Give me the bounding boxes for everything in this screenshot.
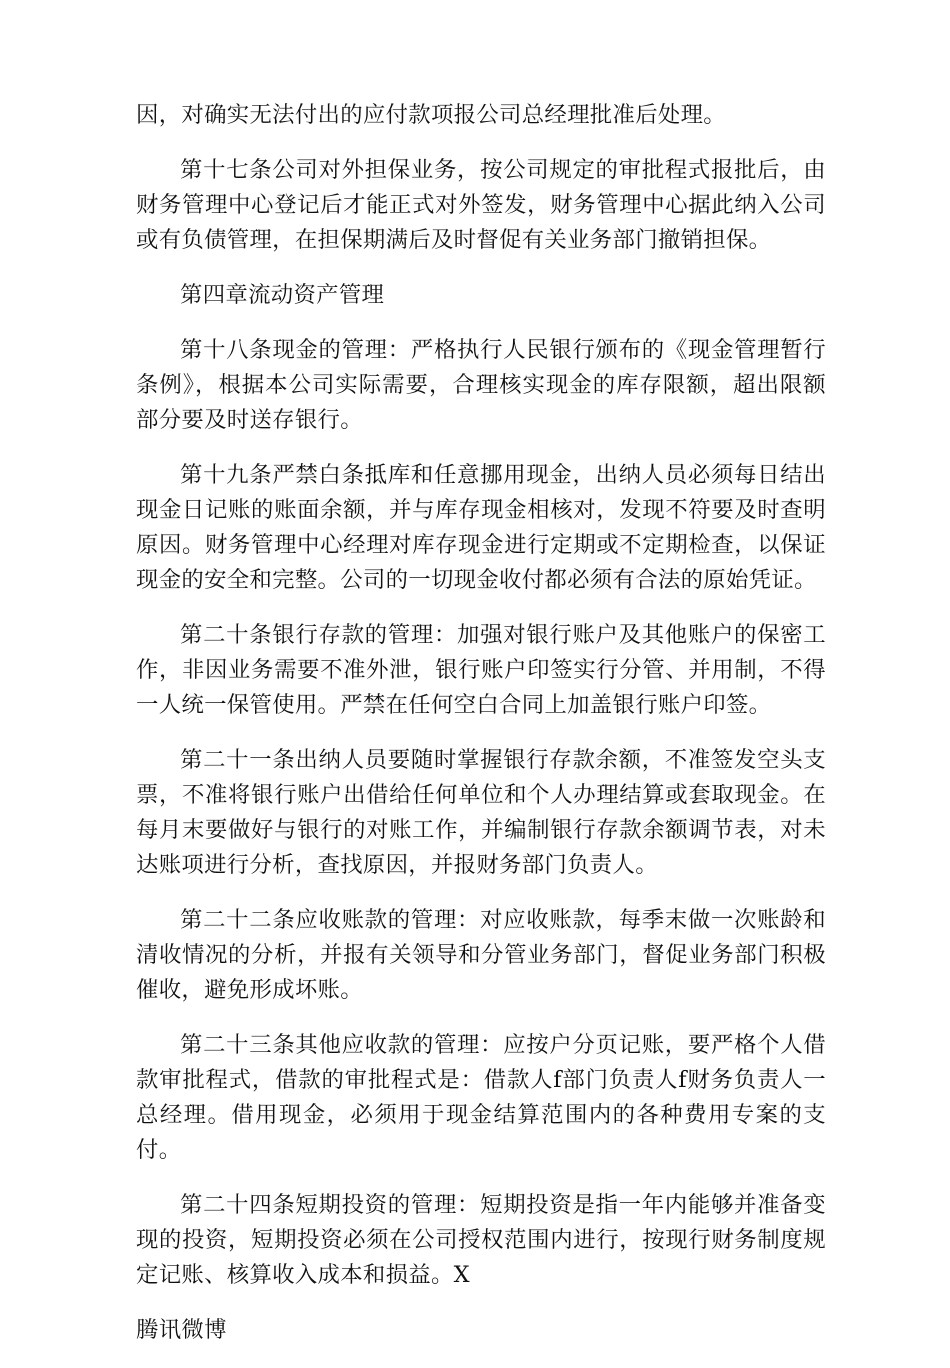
paragraph-article-20: 第二十条银行存款的管理：加强对银行账户及其他账户的保密工作，非因业务需要不准外泄，银行账户印签实行分管、并用制，不得一人统一保管使用。严禁在任何空白合同上加盖银行账户印签。 bbox=[136, 622, 826, 718]
paragraph-article-18: 第十八条现金的管理：严格执行人民银行颁布的《现金管理暂行条例》，根据本公司实际需要，合理核实现金的库存限额，超出限额部分要及时送存银行。 bbox=[136, 337, 826, 433]
paragraph-continuation: 因，对确实无法付出的应付款项报公司总经理批准后处理。 bbox=[136, 102, 726, 128]
document-page bbox=[136, 98, 826, 1368]
paragraph-article-21: 第二十一条出纳人员要随时掌握银行存款余额，不准签发空头支票，不准将银行账户出借给任何单位和个人办理结算或套取现金。在每月末要做好与银行的对账工作，并编制银行存款余额调节表，对未达账项进行分析，查找原因，并报财务部门负责人。 bbox=[136, 747, 826, 878]
footer-text: 腾讯微博 bbox=[136, 1317, 227, 1343]
paragraph-article-23: 第二十三条其他应收款的管理：应按户分页记账，要严格个人借款审批程式，借款的审批程式是：借款人f部门负责人f财务负责人一总经理。借用现金，必须用于现金结算范围内的各种费用专案的支付。 bbox=[136, 1032, 826, 1163]
paragraph-article-24: 第二十四条短期投资的管理：短期投资是指一年内能够并准备变现的投资，短期投资必须在公司授权范围内进行，按现行财务制度规定记账、核算收入成本和损益。X bbox=[136, 1192, 826, 1288]
chapter-heading: 第四章流动资产管理 bbox=[180, 282, 385, 308]
paragraph-article-19: 第十九条严禁白条抵库和任意挪用现金，出纳人员必须每日结出现金日记账的账面余额，并与库存现金相核对，发现不符要及时查明原因。财务管理中心经理对库存现金进行定期或不定期检查，以保证现金的安全和完整。公司的一切现金收付都必须有合法的原始凭证。 bbox=[136, 462, 826, 593]
paragraph-article-17: 第十七条公司对外担保业务，按公司规定的审批程式报批后，由财务管理中心登记后才能正式对外签发，财务管理中心据此纳入公司或有负债管理，在担保期满后及时督促有关业务部门撤销担保。 bbox=[136, 157, 826, 253]
paragraph-article-22: 第二十二条应收账款的管理：对应收账款，每季末做一次账龄和清收情况的分析，并报有关领导和分管业务部门，督促业务部门积极催收，避免形成坏账。 bbox=[136, 907, 826, 1003]
